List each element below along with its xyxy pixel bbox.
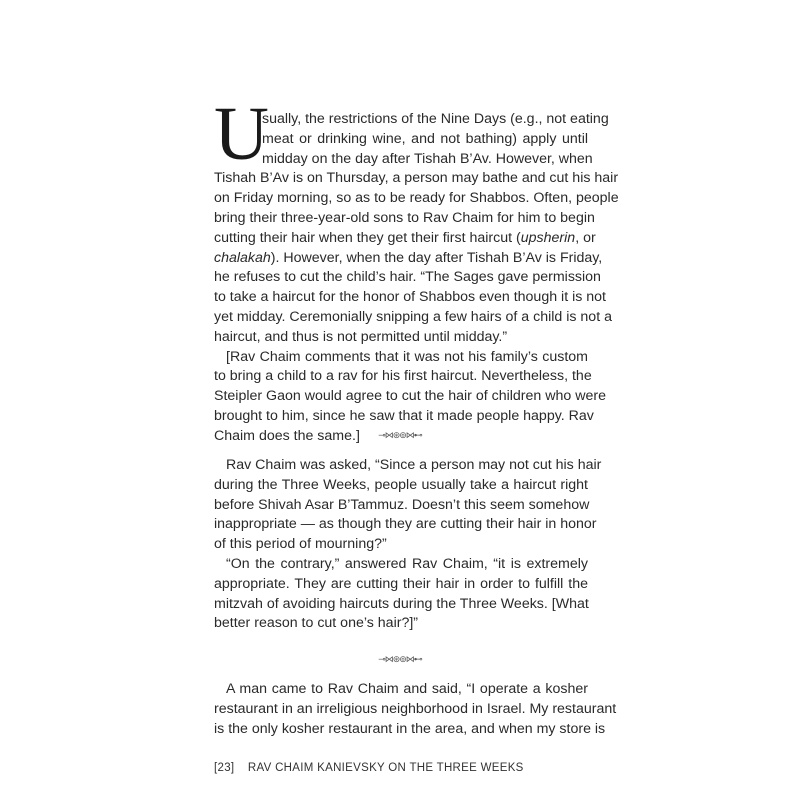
page-number: [23] <box>214 762 235 774</box>
text-run: yet midday. Ceremonially snipping a few hairs of a child is not a <box>214 308 612 325</box>
text-line <box>214 209 595 229</box>
text-line <box>214 308 612 328</box>
text-line <box>214 456 602 476</box>
italic-term: chalakah <box>214 249 271 266</box>
text-run: Chaim does the same.] <box>214 427 360 444</box>
text-line <box>214 476 588 496</box>
drop-cap: U <box>214 92 269 176</box>
text-line <box>214 169 619 189</box>
text-run: mitzvah of avoiding haircuts during the Three Weeks. [What <box>214 595 589 612</box>
text-line <box>214 680 588 700</box>
text-line <box>214 515 597 535</box>
text-run: haircut, and thus is not permitted until midday.” <box>214 328 508 345</box>
text-line <box>214 328 588 348</box>
section-ornament: ⊸⋈⊛⊚⋈⊷ <box>378 654 422 664</box>
text-run: [Rav Chaim comments that it was not his family’s custom <box>226 348 588 365</box>
text-block-kosher-restaurant <box>214 680 617 739</box>
text-line <box>214 535 588 555</box>
text-line <box>214 110 609 130</box>
text-line <box>214 189 619 209</box>
text-line <box>214 720 606 740</box>
text-run: cutting their hair when they get their first haircut ( <box>214 229 521 246</box>
text-run: bring their three-year-old sons to Rav Chaim for him to begin <box>214 209 595 226</box>
text-block-nine-days <box>214 110 619 447</box>
text-run: he refuses to cut the child’s hair. “The Sages gave permission <box>214 269 601 286</box>
text-run: better reason to cut one’s hair?]” <box>214 615 419 632</box>
text-run: before Shivah Asar B’Tammuz. Doesn’t this seem somehow <box>214 496 590 513</box>
text-run: , or <box>575 229 596 246</box>
text-run: midday on the day after Tishah B’Av. However, when <box>262 150 593 167</box>
page-footer <box>214 762 524 774</box>
text-run: to bring a child to a rav for his first haircut. Nevertheless, the <box>214 368 592 385</box>
running-title: RAV CHAIM KANIEVSKY ON THE THREE WEEKS <box>247 762 524 774</box>
text-run: is the only kosher restaurant in the area, and when my store is <box>214 720 606 737</box>
text-run: restaurant in an irreligious neighborhood in Israel. My restaurant <box>214 700 617 717</box>
text-line <box>214 348 588 368</box>
italic-term: upsherin <box>520 229 576 246</box>
text-run: of this period of mourning?” <box>214 536 387 553</box>
text-line <box>214 614 588 634</box>
text-line <box>214 700 617 720</box>
text-run: Tishah B’Av is on Thursday, a person may bathe and cut his hair <box>214 170 619 187</box>
text-run: Rav Chaim was asked, “Since a person may not cut his hair <box>226 457 602 473</box>
text-run: meat or drinking wine, and not bathing) apply until <box>262 130 588 147</box>
text-line <box>214 288 606 308</box>
text-run: appropriate. They are cutting their hair in order to fulfill the <box>214 575 588 592</box>
text-run: brought to him, since he saw that it made people happy. Rav <box>214 407 594 424</box>
text-line <box>214 367 592 387</box>
text-run: during the Three Weeks, people usually take a haircut right <box>214 476 588 493</box>
text-run: sually, the restrictions of the Nine Days (e.g., not eating <box>262 111 609 127</box>
text-run: A man came to Rav Chaim and said, “I operate a kosher <box>226 681 588 697</box>
section-ornament: ⊸⋈⊛⊚⋈⊷ <box>378 430 422 440</box>
text-line <box>214 555 588 575</box>
text-line <box>214 407 594 427</box>
text-line <box>214 268 601 288</box>
text-line <box>214 575 588 595</box>
text-run: “On the contrary,” answered Rav Chaim, “it is extremely <box>226 555 588 572</box>
text-line <box>214 249 603 269</box>
text-block-three-weeks-haircut <box>214 456 602 634</box>
text-line <box>214 130 588 150</box>
text-run: to take a haircut for the honor of Shabbos even though it is not <box>214 289 606 306</box>
text-line <box>214 150 593 170</box>
text-run: on Friday morning, so as to be ready for Shabbos. Often, people <box>214 190 619 207</box>
text-line <box>214 595 588 615</box>
text-run: ). However, when the day after Tishah B’Av is Friday, <box>270 249 603 266</box>
text-run: inappropriate — as though they are cutting their hair in honor <box>214 516 597 533</box>
text-line <box>214 496 588 516</box>
text-line <box>214 229 596 249</box>
text-line <box>214 387 606 407</box>
text-run: Steipler Gaon would agree to cut the hair of children who were <box>214 388 606 405</box>
